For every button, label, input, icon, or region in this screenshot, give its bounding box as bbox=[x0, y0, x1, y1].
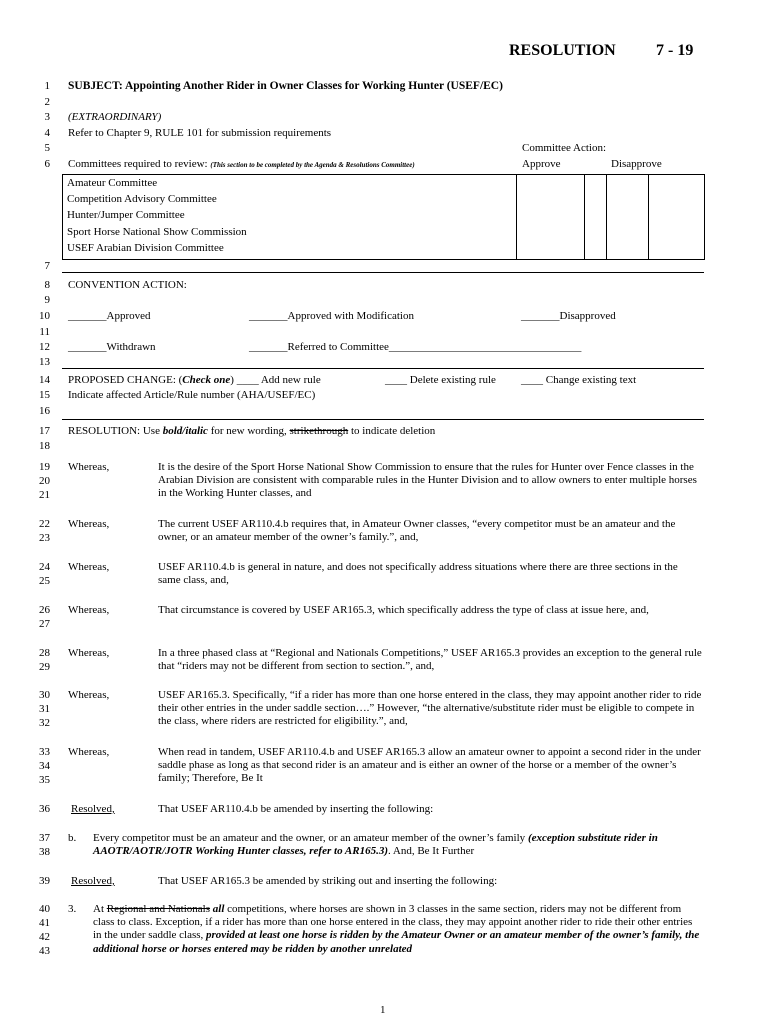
disapprove-check-column bbox=[648, 175, 649, 259]
convention-approved-modification: _______Approved with Modification bbox=[249, 310, 414, 322]
approve-column-divider bbox=[516, 175, 517, 259]
proposed-prefix: PROPOSED CHANGE: ( bbox=[68, 374, 183, 386]
item-b-label: b. bbox=[68, 832, 77, 844]
whereas-label: Whereas, bbox=[68, 689, 110, 701]
item-3-body: competitions, where horses are shown in 3 classes in the same section, riders may not be different from class to class. Exception, if a rider has more than one horse entered in the class, they may appoint another rider to ride their other entries in the under saddle class, bbox=[93, 903, 693, 942]
convention-approved: _______Approved bbox=[68, 310, 151, 322]
committees-required-label: Committees required to review: bbox=[68, 158, 208, 170]
whereas-label: Whereas, bbox=[68, 518, 110, 530]
whereas-label: Whereas, bbox=[68, 604, 110, 616]
item-3-text bbox=[93, 903, 703, 956]
refer-text: Refer to Chapter 9, RULE 101 for submission requirements bbox=[68, 127, 332, 139]
whereas-clause: That circumstance is covered by USEF AR165.3, which specifically address the type of class at issue here, and, bbox=[158, 604, 649, 616]
committee-row: Sport Horse National Show Commission bbox=[67, 226, 247, 238]
item-b-tail: . And, Be It Further bbox=[388, 845, 475, 858]
committee-row: Competition Advisory Committee bbox=[67, 193, 217, 205]
item-3-deleted: Regional and Nationals bbox=[106, 903, 211, 915]
resolution-instruction-text: for new wording, bbox=[207, 425, 290, 437]
item-3-label: 3. bbox=[68, 903, 77, 915]
resolved-label: Resolved, bbox=[71, 803, 115, 815]
committee-row: USEF Arabian Division Committee bbox=[67, 242, 224, 254]
resolution-number: 7 - 19 bbox=[656, 42, 694, 59]
item-3-insertion: provided at least one horse is ridden by the Amateur Owner or an amateur member of the owner’s family, the additional horse or horses entered may be ridden by another unrelated bbox=[93, 929, 700, 955]
convention-disapproved: _______Disapproved bbox=[521, 310, 616, 322]
committee-row: Hunter/Jumper Committee bbox=[67, 209, 185, 221]
resolution-instruction-text: RESOLUTION: Use bbox=[68, 425, 163, 437]
proposed-change bbox=[68, 374, 321, 386]
whereas-clause: USEF AR165.3. Specifically, “if a rider has more than one horse entered in the class, they may appoint another rider to ride their other entries in the under saddle section….” However, “the alternative/substitute rider must be eligible to compete in the class, where riders are restricted for eligibility.”, and, bbox=[158, 689, 702, 728]
whereas-label: Whereas, bbox=[68, 647, 110, 659]
divider-rule bbox=[62, 272, 704, 273]
disapprove-column-divider bbox=[606, 175, 607, 259]
whereas-clause: USEF AR110.4.b is general in nature, and does not specifically address situations where there are three sections in the same class, and, bbox=[158, 561, 678, 587]
resolved-label: Resolved, bbox=[71, 875, 115, 887]
proposed-check-one: Check one bbox=[182, 374, 231, 386]
bold-italic-sample: bold/italic bbox=[162, 425, 208, 437]
committees-note: (This section to be completed by the Agenda & Resolutions Committee) bbox=[210, 161, 415, 169]
proposed-change-existing: ____ Change existing text bbox=[521, 374, 637, 386]
committee-action-label: Committee Action: bbox=[522, 142, 607, 154]
disapprove-label: Disapprove bbox=[611, 158, 662, 170]
item-b-insertion: (exception substitute rider in AAOTR/AOTR/JOTR Working Hunter classes, refer to AR165.3) bbox=[93, 832, 658, 858]
proposed-delete: ____ Delete existing rule bbox=[385, 374, 496, 386]
strikethrough-sample: strikethrough bbox=[289, 425, 349, 437]
divider-rule bbox=[62, 419, 704, 420]
approve-check-column bbox=[584, 175, 585, 259]
item-b-text bbox=[93, 832, 703, 858]
resolution-title: RESOLUTION bbox=[509, 42, 616, 59]
whereas-label: Whereas, bbox=[68, 746, 110, 758]
whereas-label: Whereas, bbox=[68, 561, 110, 573]
convention-withdrawn: _______Withdrawn bbox=[68, 341, 156, 353]
whereas-clause: When read in tandem, USEF AR110.4.b and USEF AR165.3 allow an amateur owner to appoint a second rider in the under saddle phase as long as that second rider is an amateur and is either an owner of the horse or a member of the owner’s family; Therefore, Be It bbox=[158, 746, 701, 785]
proposed-add-new-rule: ) ____ Add new rule bbox=[230, 374, 321, 386]
whereas-clause: It is the desire of the Sport Horse National Show Commission to ensure that the rules for Hunter over Fence classes in the Arabian Division are consistent with comparable rules in the Hunter Division and to allow owners to enter multiple horses in the Working Hunter classes, and bbox=[158, 461, 697, 500]
item-b-body: Every competitor must be an amateur and the owner, or an amateur member of the owner’s family bbox=[93, 832, 528, 844]
committees-required bbox=[68, 158, 415, 170]
committee-table bbox=[62, 174, 705, 260]
resolved-clause-1: That USEF AR110.4.b be amended by inserting the following: bbox=[158, 803, 434, 815]
whereas-clause: The current USEF AR110.4.b requires that, in Amateur Owner classes, “every competitor must be an amateur and the owner, or an amateur member of the owner’s family.”, and, bbox=[158, 518, 676, 544]
extraordinary: (EXTRAORDINARY) bbox=[68, 111, 162, 123]
divider-rule bbox=[62, 368, 704, 369]
convention-title: CONVENTION ACTION: bbox=[68, 279, 187, 291]
item-3-inserted-all: all bbox=[210, 903, 225, 915]
whereas-label: Whereas, bbox=[68, 461, 110, 473]
proposed-indicate: Indicate affected Article/Rule number (AHA/USEF/EC) bbox=[68, 389, 316, 401]
resolution-instructions bbox=[68, 425, 435, 437]
resolved-clause-2: That USEF AR165.3 be amended by striking out and inserting the following: bbox=[158, 875, 498, 887]
approve-label: Approve bbox=[522, 158, 561, 170]
resolution-instruction-text: to indicate deletion bbox=[348, 425, 436, 437]
committee-row: Amateur Committee bbox=[67, 177, 158, 189]
page-number: 1 bbox=[380, 1004, 386, 1016]
whereas-clause: In a three phased class at “Regional and Nationals Competitions,” USEF AR165.3 provides an exception to the general rule that “riders may not be different from section to section.”, and, bbox=[158, 647, 702, 673]
subject: SUBJECT: Appointing Another Rider in Owner Classes for Working Hunter (USEF/EC) bbox=[68, 80, 503, 92]
item-3-at: At bbox=[93, 903, 107, 915]
convention-referred: _______Referred to Committee___________________________________ bbox=[249, 341, 582, 353]
